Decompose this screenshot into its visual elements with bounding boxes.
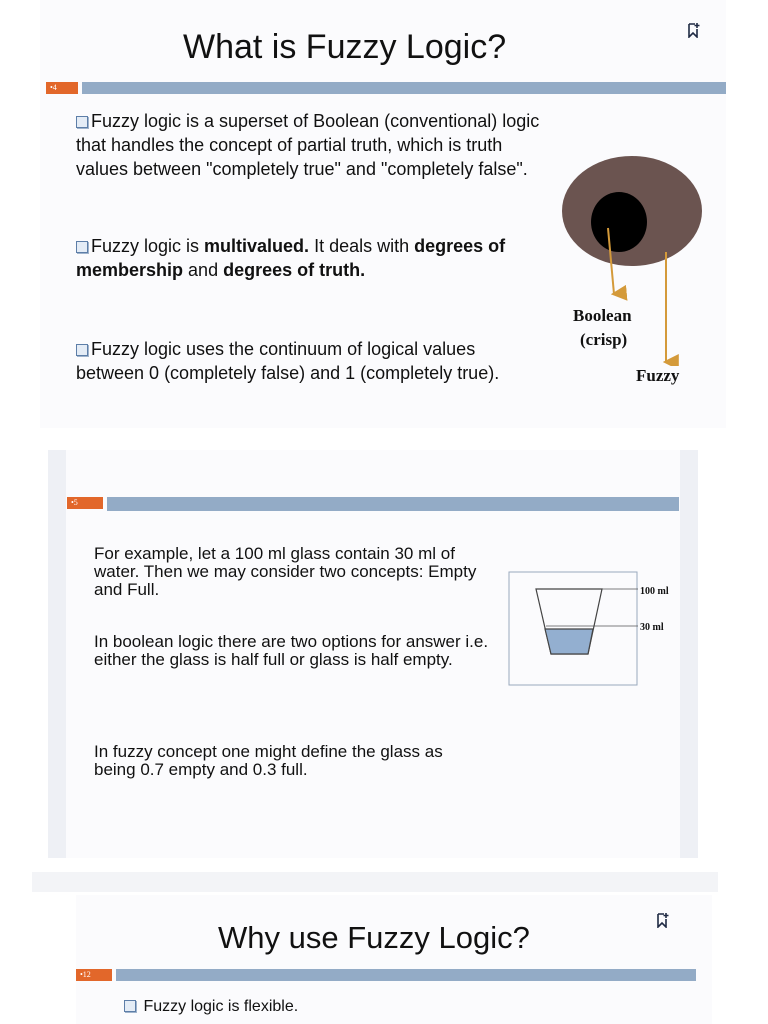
slide1-number-text: •4: [50, 83, 57, 92]
slide1-bullet-1: [76, 109, 556, 181]
bullet-2-text-1: Fuzzy logic is: [91, 236, 205, 256]
slide2-right-edge: [680, 450, 698, 858]
slide3-top-band: [32, 872, 718, 892]
slide3-header-bar: [116, 969, 696, 981]
label-100-ml: 100 ml: [640, 586, 669, 597]
bookmark-icon[interactable]: [687, 22, 701, 38]
slide3-bullet-1: [124, 995, 298, 1019]
slide3-bullet-text: Fuzzy logic is flexible.: [143, 998, 299, 1015]
boolean-label: Boolean: [573, 306, 632, 325]
bullet-2-text-3: and: [183, 260, 224, 280]
bullet-2-bold-1: multivalued.: [204, 236, 310, 256]
slide1-bullet-2: [76, 234, 546, 282]
bullet-2-text-4: .: [360, 260, 366, 280]
slide1-header-bar: [82, 82, 726, 94]
slide1-number: [46, 82, 78, 94]
slide2-left-edge: [48, 450, 66, 858]
label-30-ml: 30 ml: [640, 622, 664, 633]
slide2-number-text: •5: [71, 498, 78, 507]
fuzzy-label: Fuzzy: [636, 366, 680, 385]
slide2-number: [67, 497, 103, 509]
bullet-2-text-2: It deals with: [309, 236, 415, 256]
bookmark-icon[interactable]: [656, 912, 670, 928]
slide1-bullet-3: [76, 337, 546, 385]
bullet-box-icon: [76, 344, 88, 356]
bullet-2-bold-2: degrees of membership: [76, 236, 506, 280]
bullet-3-text: Fuzzy logic uses the continuum of logical values between 0 (completely false) and 1 (completely true).: [76, 339, 500, 383]
slide3-number-text: •12: [80, 970, 91, 979]
crisp-label: (crisp): [580, 330, 628, 349]
bullet-2-bold-3: degrees of truth: [223, 260, 361, 280]
bullet-1-text: Fuzzy logic is a superset of Boolean (conventional) logic that handles the concept of partial truth, which is truth values between "completely true" and "completely false".: [76, 111, 540, 179]
bullet-box-icon: [76, 241, 88, 253]
slide2-para-3: In fuzzy concept one might define the glass as being 0.7 empty and 0.3 full.: [94, 742, 443, 779]
slide2-para-2: In boolean logic there are two options for answer i.e. either the glass is half full or glass is half empty.: [94, 632, 489, 669]
slide3-title: Why use Fuzzy Logic?: [218, 920, 530, 955]
slide3-number: [76, 969, 112, 981]
bullet-box-icon: [124, 1000, 136, 1012]
slide2-header-bar: [107, 497, 679, 511]
slide1-title: What is Fuzzy Logic?: [183, 28, 507, 66]
bullet-box-icon: [76, 116, 88, 128]
glass-diagram: [508, 570, 638, 688]
boolean-set-circle: [591, 192, 647, 252]
slide2-para-1: For example, let a 100 ml glass contain 30 ml of water. Then we may consider two concepts: Empty and Full.: [94, 544, 477, 599]
water-fill: [545, 629, 593, 654]
